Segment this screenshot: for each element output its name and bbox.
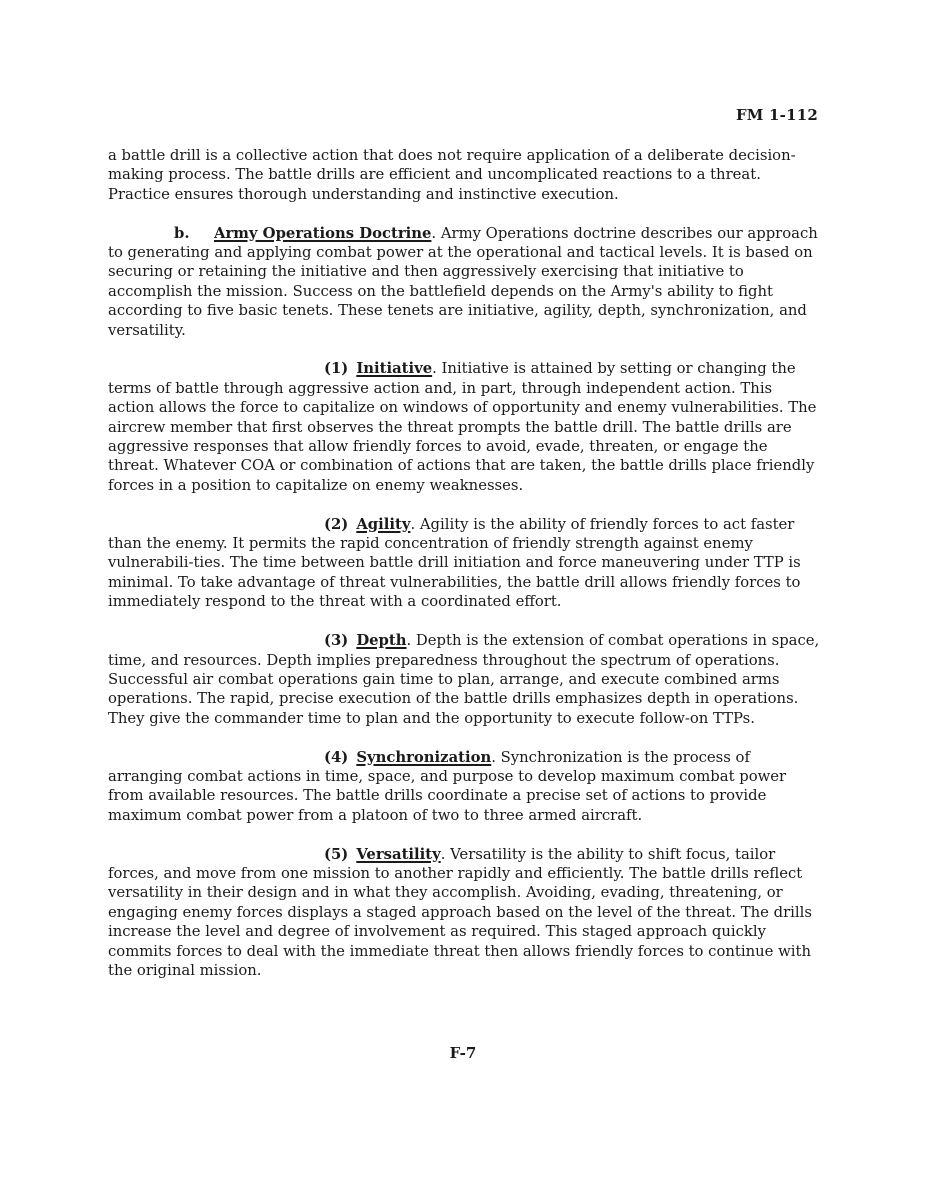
paragraph-marker: b.: [174, 224, 190, 242]
paragraph-text: . Agility is the ability of friendly forces to act faster than the enemy. It permits the rapid concentration of friendly strength against enemy vulnerabili-ties. The time between battle drill initiation and force maneuvering under TTP is minimal. To take advantage of threat vulnerabilities, the battle drill allows friendly forces to immediately respond to the threat with a coordinated effort.: [108, 515, 801, 611]
paragraph-synchronization: [108, 748, 820, 826]
paragraph-army-operations-doctrine: [108, 224, 820, 340]
paragraph-continuation: [108, 146, 820, 204]
paragraph-marker: (2): [324, 515, 349, 533]
page-number: F-7: [449, 1044, 477, 1062]
paragraph-marker: (5): [324, 845, 349, 863]
paragraph-depth: [108, 631, 820, 728]
section-heading-depth: Depth: [356, 632, 407, 650]
paragraph-text: a battle drill is a collective action that does not require application of a deliberate decision-making process. The battle drills are efficient and uncomplicated reactions to a threat. Practice ensures thorough understanding and instinctive execution.: [108, 147, 796, 203]
paragraph-marker: (4): [324, 748, 349, 766]
section-heading-synchronization: Synchronization: [356, 748, 492, 766]
section-heading-versatility: Versatility: [356, 845, 441, 863]
paragraph-marker: (3): [324, 632, 349, 650]
page-header-manual-id: FM 1-112: [735, 106, 818, 124]
paragraph-text: . Depth is the extension of combat operations in space, time, and resources. Depth implies preparedness throughout the spectrum of operations. Successful air combat operations gain time to plan, arrange, and execute combined arms operations. The rapid, precise execution of the battle drills emphasizes depth in operations. They give the commander time to plan and the opportunity to execute follow-on TTPs.: [108, 632, 820, 727]
paragraph-initiative: [108, 359, 820, 495]
paragraph-text: . Army Operations doctrine describes our approach to generating and applying combat power at the operational and tactical levels. It is based on securing or retaining the initiative and then aggressively exercising that initiative to accomplish the mission. Success on the battlefield depends on the Army's ability to fight according to five basic tenets. These tenets are initiative, agility, depth, synchronization, and versatility.: [108, 224, 818, 339]
document-body: [108, 146, 820, 1000]
paragraph-text: . Initiative is attained by setting or changing the terms of battle through aggressive action and, in part, through independent action. This action allows the force to capitalize on windows of opportunity and enemy vulnerabilities. The aircrew member that first observes the threat prompts the battle drill. The battle drills are aggressive responses that allow friendly forces to avoid, evade, threaten, or engage the threat. Whatever COA or combination of actions that are taken, the battle drills place friendly forces in a position to capitalize on enemy weaknesses.: [108, 360, 817, 494]
section-heading-army-operations-doctrine: Army Operations Doctrine: [214, 224, 432, 242]
paragraph-text: . Versatility is the ability to shift focus, tailor forces, and move from one mission to another rapidly and efficiently. The battle drills reflect versatility in their design and in what they accomplish. Avoiding, evading, threatening, or engaging enemy forces displays a staged approach based on the level of the threat. The drills increase the level and degree of involvement as required. This staged approach quickly commits forces to deal with the immediate threat then allows friendly forces to continue with the original mission.: [108, 845, 812, 979]
paragraph-text: . Synchronization is the process of arranging combat actions in time, space, and purpose to develop maximum combat power from available resources. The battle drills coordinate a precise set of actions to provide maximum combat power from a platoon of two to three armed aircraft.: [108, 748, 787, 824]
section-heading-agility: Agility: [356, 515, 411, 533]
paragraph-marker: (1): [324, 360, 349, 378]
section-heading-initiative: Initiative: [356, 360, 433, 378]
paragraph-agility: [108, 515, 820, 612]
paragraph-versatility: [108, 845, 820, 981]
